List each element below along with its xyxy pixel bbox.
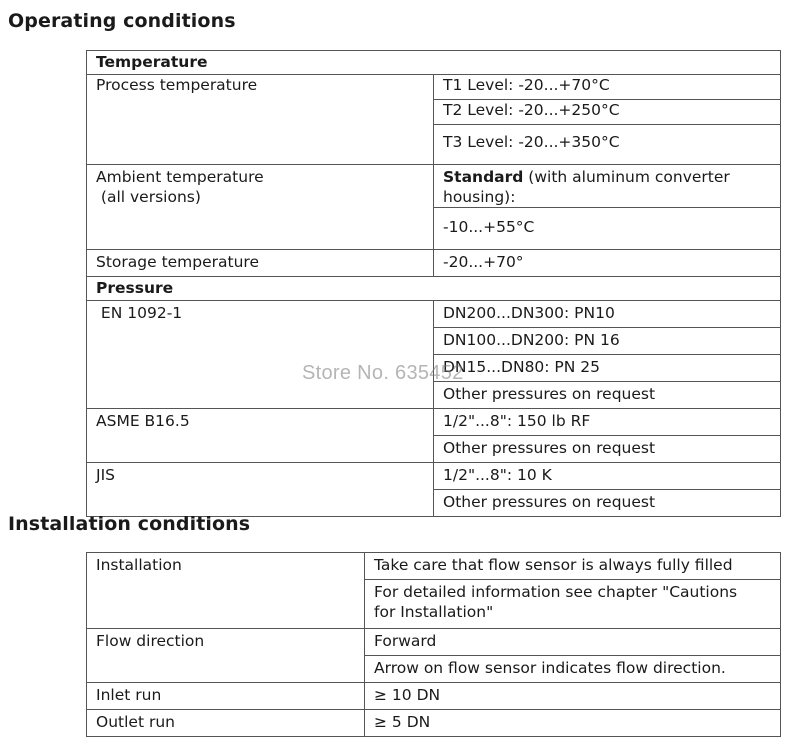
table-row [87,75,781,100]
process-temperature-label: Process temperature [87,75,434,165]
table-row [87,250,781,277]
table-row [87,629,781,656]
pressure-section-label: Pressure [87,277,781,301]
installation-conditions-table [86,552,781,737]
process-temperature-t2: T2 Level: -20...+250°C [434,100,781,125]
table-row [87,51,781,75]
table-row [87,301,781,328]
asme-value-1: 1/2"...8": 150 lb RF [434,409,781,436]
ambient-temperature-range: -10...+55°C [434,208,781,250]
jis-value-1: 1/2"...8": 10 K [434,463,781,490]
en1092-value-2: DN100...DN200: PN 16 [434,328,781,355]
en1092-value-4: Other pressures on request [434,382,781,409]
operating-conditions-heading: Operating conditions [8,10,236,32]
table-row [87,409,781,436]
installation-conditions-heading: Installation conditions [8,513,251,535]
table-row [87,165,781,208]
flow-direction-value-2: Arrow on flow sensor indicates flow direction. [365,656,781,683]
temperature-section-label: Temperature [87,51,781,75]
jis-label: JIS [87,463,434,517]
ambient-standard-note: (with aluminum converter housing): [443,168,730,206]
en1092-value-1: DN200...DN300: PN10 [434,301,781,328]
ambient-standard-label: Standard [443,168,524,186]
flow-direction-value-1: Forward [365,629,781,656]
asme-label: ASME B16.5 [87,409,434,463]
process-temperature-t3: T3 Level: -20...+350°C [434,125,781,165]
outlet-run-value: ≥ 5 DN [365,710,781,737]
ambient-temperature-value [434,165,781,208]
inlet-run-value: ≥ 10 DN [365,683,781,710]
ambient-temperature-label [87,165,434,250]
inlet-run-label: Inlet run [87,683,365,710]
storage-temperature-label: Storage temperature [87,250,434,277]
flow-direction-label: Flow direction [87,629,365,683]
outlet-run-label: Outlet run [87,710,365,737]
table-row [87,553,781,580]
installation-label: Installation [87,553,365,629]
table-row [87,277,781,301]
table-row [87,463,781,490]
asme-value-2: Other pressures on request [434,436,781,463]
ambient-temperature-label-line2: (all versions) [96,188,201,206]
storage-temperature-value: -20...+70° [434,250,781,277]
installation-value-1: Take care that flow sensor is always fully filled [365,553,781,580]
operating-conditions-table [86,50,781,517]
process-temperature-t1: T1 Level: -20...+70°C [434,75,781,100]
installation-value-2: For detailed information see chapter "Cautions for Installation" [365,580,781,629]
table-row [87,710,781,737]
jis-value-2: Other pressures on request [434,490,781,517]
table-row [87,683,781,710]
ambient-temperature-label-line1: Ambient temperature [96,168,264,186]
en1092-value-3: DN15...DN80: PN 25 [434,355,781,382]
en1092-label: EN 1092-1 [87,301,434,409]
store-watermark: Store No. 635452 [302,362,464,384]
